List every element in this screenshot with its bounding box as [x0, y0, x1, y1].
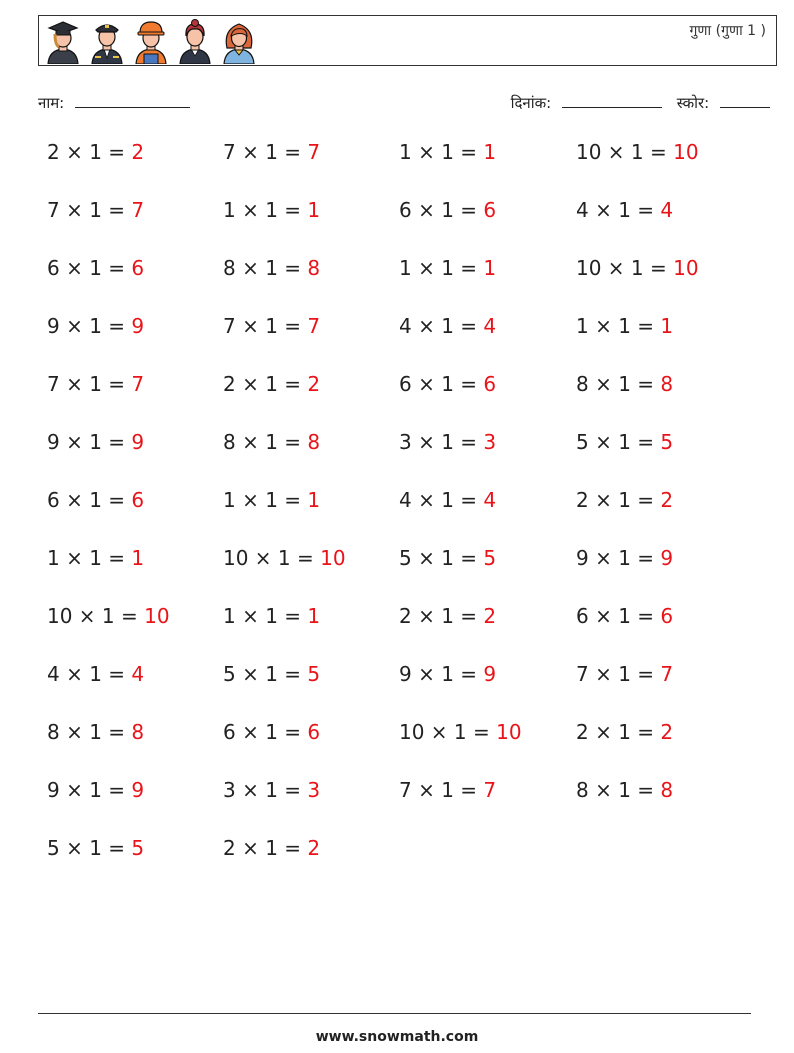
problem-question: 5 × 1 = [399, 546, 484, 570]
problem-item [399, 488, 496, 512]
problem-answer: 4 [483, 488, 497, 512]
problem-answer: 10 [496, 720, 522, 744]
problem-question: 8 × 1 = [576, 372, 661, 396]
problem-question: 7 × 1 = [399, 778, 484, 802]
problem-item [47, 314, 144, 338]
problem-answer: 7 [131, 372, 145, 396]
problem-question: 1 × 1 = [223, 604, 308, 628]
problem-answer: 6 [483, 372, 497, 396]
problem-item [47, 372, 144, 396]
problem-answer: 1 [307, 488, 321, 512]
problem-question: 7 × 1 = [223, 314, 308, 338]
problem-answer: 10 [673, 256, 699, 280]
problem-item [223, 430, 320, 454]
problem-answer: 7 [307, 140, 321, 164]
problem-item [223, 198, 320, 222]
problem-answer: 6 [307, 720, 321, 744]
problem-answer: 2 [131, 140, 145, 164]
problem-item [223, 546, 346, 570]
problem-item [576, 140, 699, 164]
problem-answer: 6 [131, 488, 145, 512]
problem-item [399, 140, 496, 164]
problem-item [223, 256, 320, 280]
problem-question: 8 × 1 = [223, 430, 308, 454]
problem-question: 2 × 1 = [223, 836, 308, 860]
problem-item [223, 720, 320, 744]
problem-question: 2 × 1 = [576, 488, 661, 512]
problem-question: 10 × 1 = [223, 546, 321, 570]
problem-item [223, 372, 320, 396]
problem-answer: 10 [673, 140, 699, 164]
problem-answer: 8 [660, 778, 674, 802]
problem-answer: 8 [307, 430, 321, 454]
problem-question: 4 × 1 = [576, 198, 661, 222]
problem-answer: 2 [483, 604, 497, 628]
date-score-fields [511, 93, 770, 113]
problem-item [576, 372, 673, 396]
problem-item [47, 778, 144, 802]
problem-question: 10 × 1 = [399, 720, 497, 744]
graduate-avatar-icon [45, 18, 81, 64]
problem-question: 4 × 1 = [399, 488, 484, 512]
problem-item [576, 546, 673, 570]
problem-item [47, 256, 144, 280]
problem-item [223, 604, 320, 628]
problem-answer: 2 [307, 372, 321, 396]
problem-item [399, 546, 496, 570]
problem-question: 6 × 1 = [47, 256, 132, 280]
problem-item [223, 778, 320, 802]
problem-question: 10 × 1 = [576, 140, 674, 164]
problem-answer: 5 [660, 430, 674, 454]
problem-item [47, 836, 144, 860]
problem-question: 8 × 1 = [576, 778, 661, 802]
problem-question: 3 × 1 = [223, 778, 308, 802]
problem-answer: 2 [660, 488, 674, 512]
problem-item [576, 314, 673, 338]
name-label: नाम: [38, 94, 65, 112]
problem-answer: 9 [131, 430, 145, 454]
problem-item [399, 198, 496, 222]
problem-answer: 1 [483, 256, 497, 280]
problem-answer: 4 [483, 314, 497, 338]
problem-question: 5 × 1 = [223, 662, 308, 686]
problem-question: 9 × 1 = [47, 778, 132, 802]
problem-answer: 7 [660, 662, 674, 686]
problem-item [576, 662, 673, 686]
problem-question: 8 × 1 = [47, 720, 132, 744]
problem-question: 4 × 1 = [47, 662, 132, 686]
problem-question: 4 × 1 = [399, 314, 484, 338]
date-label: दिनांक: [510, 94, 552, 112]
problem-question: 10 × 1 = [576, 256, 674, 280]
problem-answer: 2 [660, 720, 674, 744]
problem-item [576, 720, 673, 744]
problem-item [576, 778, 673, 802]
problem-answer: 4 [660, 198, 674, 222]
worksheet-header [38, 15, 777, 66]
problem-question: 7 × 1 = [223, 140, 308, 164]
problem-item [47, 140, 144, 164]
problem-answer: 1 [483, 140, 497, 164]
problem-question: 9 × 1 = [47, 314, 132, 338]
problem-answer: 4 [131, 662, 145, 686]
problem-answer: 1 [660, 314, 674, 338]
problem-item [576, 198, 673, 222]
problem-answer: 9 [660, 546, 674, 570]
problem-question: 8 × 1 = [223, 256, 308, 280]
name-field[interactable] [38, 93, 190, 113]
problem-item [47, 198, 144, 222]
problem-question: 1 × 1 = [223, 488, 308, 512]
problem-question: 7 × 1 = [47, 198, 132, 222]
problem-item [223, 314, 320, 338]
pilot-avatar-icon [89, 18, 125, 64]
problem-item [399, 372, 496, 396]
problem-answer: 5 [131, 836, 145, 860]
problem-answer: 5 [483, 546, 497, 570]
problem-item [223, 140, 320, 164]
problem-answer: 10 [320, 546, 346, 570]
problem-item [576, 488, 673, 512]
problem-question: 3 × 1 = [399, 430, 484, 454]
problem-answer: 8 [660, 372, 674, 396]
footer-divider [38, 1013, 751, 1014]
problem-item [399, 604, 496, 628]
problem-item [399, 662, 496, 686]
problem-question: 6 × 1 = [399, 198, 484, 222]
problem-answer: 7 [307, 314, 321, 338]
problem-item [47, 604, 170, 628]
problem-question: 9 × 1 = [399, 662, 484, 686]
footer-url: www.snowmath.com [315, 1029, 479, 1045]
problem-item [223, 488, 320, 512]
problem-answer: 9 [483, 662, 497, 686]
problem-answer: 9 [131, 314, 145, 338]
problem-item [399, 778, 496, 802]
problem-item [47, 430, 144, 454]
problem-answer: 2 [307, 836, 321, 860]
name-blank[interactable] [75, 93, 190, 108]
problem-answer: 6 [131, 256, 145, 280]
problem-answer: 1 [307, 198, 321, 222]
problem-item [399, 314, 496, 338]
problem-answer: 3 [483, 430, 497, 454]
problem-question: 7 × 1 = [47, 372, 132, 396]
problem-question: 9 × 1 = [47, 430, 132, 454]
problem-item [399, 720, 522, 744]
problem-item [47, 720, 144, 744]
problem-item [399, 430, 496, 454]
problem-question: 9 × 1 = [576, 546, 661, 570]
score-label: स्कोर: [676, 94, 710, 112]
score-blank[interactable] [720, 93, 770, 108]
problem-question: 2 × 1 = [223, 372, 308, 396]
problem-item [47, 546, 144, 570]
problem-question: 2 × 1 = [399, 604, 484, 628]
date-blank[interactable] [562, 93, 662, 108]
problem-question: 5 × 1 = [47, 836, 132, 860]
problem-answer: 7 [483, 778, 497, 802]
problem-answer: 8 [131, 720, 145, 744]
flight-attendant-avatar-icon [221, 18, 257, 64]
problem-question: 1 × 1 = [399, 256, 484, 280]
problem-question: 6 × 1 = [399, 372, 484, 396]
problem-question: 2 × 1 = [47, 140, 132, 164]
problem-answer: 1 [131, 546, 145, 570]
problem-item [576, 604, 673, 628]
problem-answer: 6 [660, 604, 674, 628]
problem-item [223, 836, 320, 860]
problem-item [223, 662, 320, 686]
problem-question: 2 × 1 = [576, 720, 661, 744]
problem-question: 10 × 1 = [47, 604, 145, 628]
problem-answer: 10 [144, 604, 170, 628]
construction-worker-avatar-icon [133, 18, 169, 64]
problem-question: 6 × 1 = [576, 604, 661, 628]
problem-item [47, 488, 144, 512]
avatar-strip [45, 18, 257, 64]
problem-item [399, 256, 496, 280]
problem-answer: 8 [307, 256, 321, 280]
problem-item [576, 256, 699, 280]
problem-answer: 1 [307, 604, 321, 628]
problem-question: 1 × 1 = [47, 546, 132, 570]
problem-answer: 9 [131, 778, 145, 802]
problem-item [47, 662, 144, 686]
problem-answer: 7 [131, 198, 145, 222]
problem-question: 5 × 1 = [576, 430, 661, 454]
problem-answer: 3 [307, 778, 321, 802]
problem-answer: 5 [307, 662, 321, 686]
woman-avatar-icon [177, 18, 213, 64]
worksheet-title: गुणा (गुणा 1 ) [689, 23, 766, 39]
problem-answer: 6 [483, 198, 497, 222]
problem-question: 1 × 1 = [399, 140, 484, 164]
problem-question: 1 × 1 = [223, 198, 308, 222]
problem-question: 1 × 1 = [576, 314, 661, 338]
problem-question: 6 × 1 = [223, 720, 308, 744]
problem-question: 6 × 1 = [47, 488, 132, 512]
problem-question: 7 × 1 = [576, 662, 661, 686]
problem-item [576, 430, 673, 454]
